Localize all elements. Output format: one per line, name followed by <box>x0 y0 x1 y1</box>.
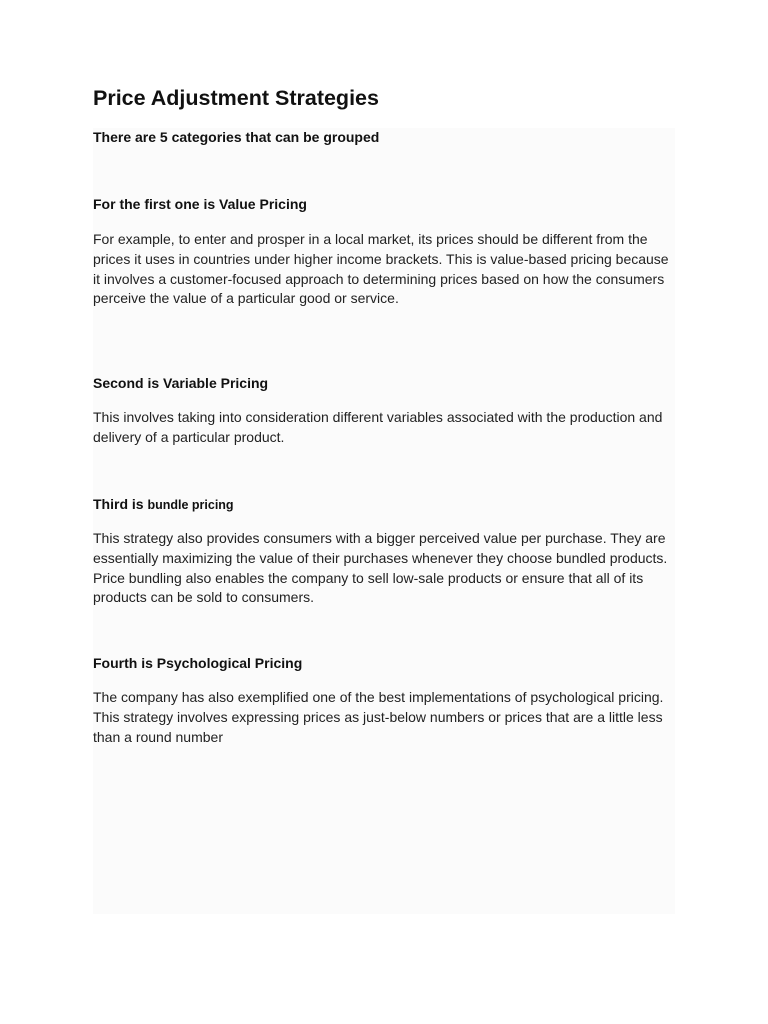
section-paragraph-variable-pricing: This involves taking into consideration different variables associated with the production and delivery of a particular product. <box>93 409 663 445</box>
intro-line: There are 5 categories that can be grouped <box>93 129 380 145</box>
section-heading-value-pricing <box>93 196 307 212</box>
section-paragraph-bundle-pricing: This strategy also provides consumers with a bigger perceived value per purchase. They are essentially maximizing the value of their purchases whenever they choose bundled products. Price bundling also enables the company to sell low-sale products or ensure that all of its products can be sold to consumers. <box>93 530 668 606</box>
section-heading-text: Second is Variable Pricing <box>93 375 269 391</box>
section-heading-text: Fourth is Psychological Pricing <box>93 655 303 671</box>
section-paragraph-value-pricing: For example, to enter and prosper in a local market, its prices should be different from the prices it uses in countries under higher income brackets. This is value-based pricing because it involves a customer-focused approach to determining prices based on how the consumers perceive the value of a particular good or service. <box>93 231 669 307</box>
section-heading-bundle-pricing <box>93 496 234 512</box>
section-heading-psychological-pricing <box>93 655 302 671</box>
section-heading-text-small: bundle pricing <box>147 498 234 512</box>
section-heading-variable-pricing <box>93 375 268 391</box>
document-title: Price Adjustment Strategies <box>93 86 379 110</box>
section-paragraph-psychological-pricing: The company has also exemplified one of the best implementations of psychological pricing. This strategy involves expressing prices as just-below numbers or prices that are a little less than a round number <box>93 689 664 745</box>
section-heading-text: For the first one is Value Pricing <box>93 196 307 212</box>
section-heading-text: Third is <box>93 496 148 512</box>
